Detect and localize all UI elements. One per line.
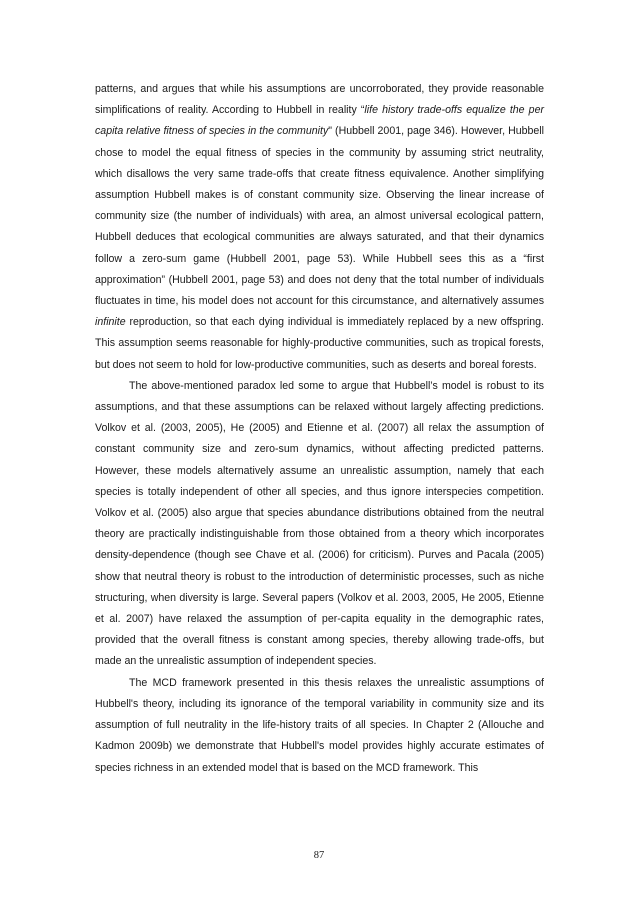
paragraph-3 <box>95 673 544 779</box>
body-text <box>95 79 544 779</box>
paragraph-1-italic-quote: life history trade-offs equalize the per capita relative fitness of species in the community <box>95 104 544 138</box>
paragraph-1-italic-infinite: infinite <box>95 316 126 329</box>
paragraph-1-segment-5: reproduction, so that each dying individual is immediately replaced by a new offspring. This assumption seems reasonable for highly-productive communities, such as tropical forests, but does not seem to hold for low-productive communities, such as deserts and boreal forests. <box>95 316 544 371</box>
paragraph-1 <box>95 79 544 376</box>
paragraph-2 <box>95 376 544 673</box>
paragraph-2-segment-1: The above-mentioned paradox led some to argue that Hubbell’s model is robust to its assumptions, and that these assumptions can be relaxed without largely affecting predictions. Volkov et al. (2003, 2005), He (2005) and Etienne et al. (2007) all relax the assumption of constant community size and zero-sum dynamics, without affecting predicted patterns. However, these models alternatively assume an unrealistic assumption, namely that each species is totally independent of other all species, and thus ignore interspecies competition. Volkov et al. (2005) also argue that species abundance distributions obtained from the neutral theory are practically indistinguishable from those obtained from a theory which incorporates density-dependence (though see Chave et al. (2006) for criticism). Purves and Pacala (2005) show that neutral theory is robust to the introduction of deterministic processes, such as niche structuring, when diversity is large. Several papers (Volkov et al. 2003, 2005, He 2005, Etienne et al. 2007) have relaxed the assumption of per-capita equality in the demographic rates, provided that the overall fitness is constant among species, thereby allowing trade-offs, but made an the unrealistic assumption of independent species. <box>95 379 544 668</box>
page-number: 87 <box>313 850 325 861</box>
paragraph-3-segment-1: The MCD framework presented in this thesis relaxes the unrealistic assumptions of Hubbell's theory, including its ignorance of the temporal variability in community size and its assumption of full neutrality in the life-history traits of all species. In Chapter 2 (Allouche and Kadmon 2009b) we demonstrate that Hubbell's model provides highly accurate estimates of species richness in an extended model that is based on the MCD framework. This <box>95 676 544 774</box>
paragraph-1-segment-3: " (Hubbell 2001, page 346). However, Hubbell chose to model the equal fitness of species in the community by assuming strict neutrality, which disallows the very same trade-offs that create fitness equivalence. Another simplifying assumption Hubbell makes is of constant community size. Observing the linear increase of community size (the number of individuals) with area, an almost universal ecological pattern, Hubbell deduces that ecological communities are always saturated, and that their dynamics follow a zero-sum game (Hubbell 2001, page 53). While Hubbell sees this as a “first approximation” (Hubbell 2001, page 53) and does not deny that the total number of individuals fluctuates in time, his model does not account for this circumstance, and alternatively assumes <box>95 125 544 308</box>
paragraph-1-segment-1: patterns, and argues that while his assumptions are uncorroborated, they provide reasonable simplifications of reality. According to Hubbell in reality “ <box>95 83 544 117</box>
